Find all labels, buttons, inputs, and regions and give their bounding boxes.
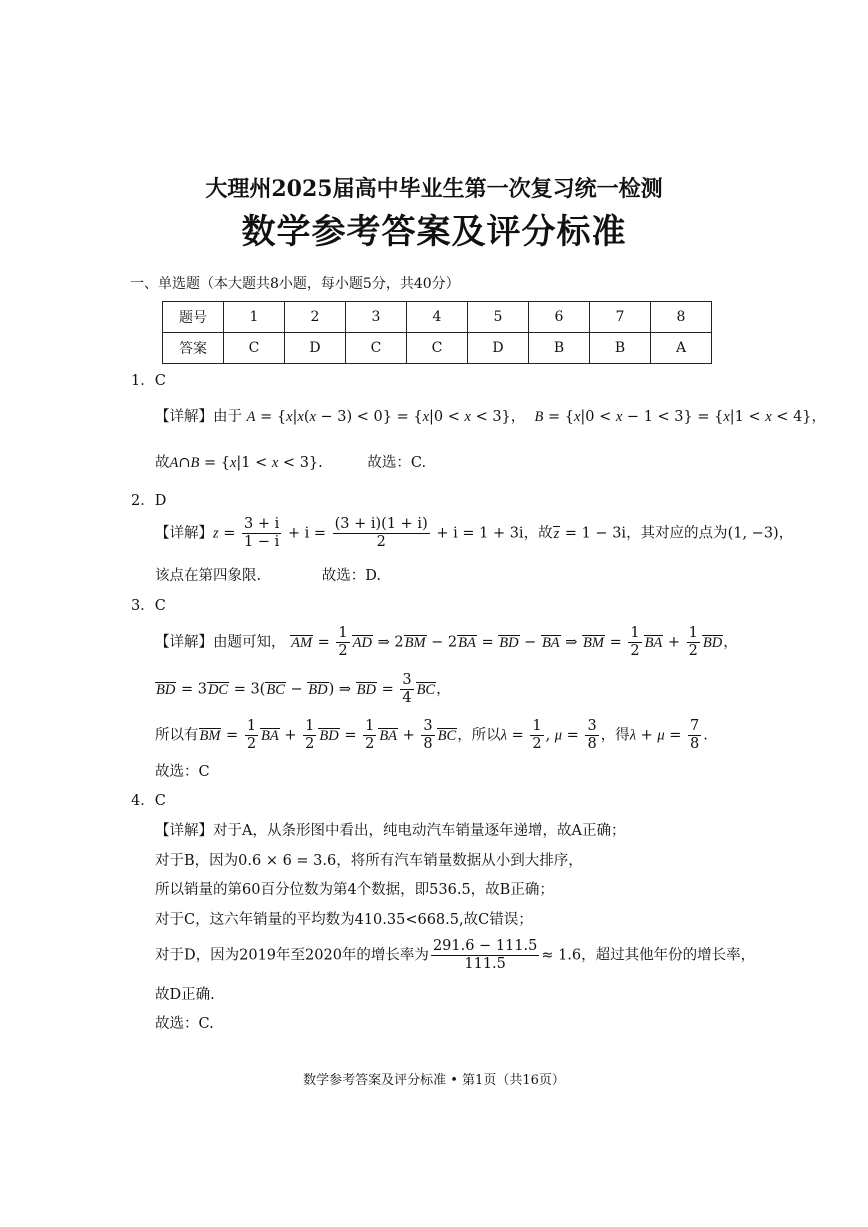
- text: 对于B，因为: [155, 853, 239, 869]
- table-cell: 7: [590, 302, 651, 333]
- table-cell: 4: [407, 302, 468, 333]
- table-cell: 3: [346, 302, 407, 333]
- text: ，将所有汽车销量数据从小到大排序，: [336, 853, 583, 869]
- detail-line: 【详解】z = $\frac{3 + i}{1 - i}$ + i = $\frac{(3 + i)(1 + i)}{2}$ + i = 1 + 3i，故z = 1 − 3i，其对应的点为(1, −3)，: [155, 516, 794, 550]
- exam-title: 大理州2025届高中毕业生第一次复习统一检测: [205, 176, 663, 202]
- table-cell: C: [407, 333, 468, 364]
- math-formula: A: [169, 455, 179, 471]
- detail-tag: 【详解】: [155, 525, 213, 542]
- detail-line: 对于C，这六年销量的平均数为410.35<668.5,故C错误；: [155, 912, 533, 928]
- text: ≈ 1.6，超过其他年份的增长率，: [541, 947, 756, 964]
- table-cell: D: [285, 333, 346, 364]
- table-row: [163, 302, 712, 333]
- text: 所以有: [155, 727, 199, 744]
- text: ，故: [523, 525, 553, 542]
- section-heading: 一、单选题（本大题共8小题，每小题5分，共40分）: [130, 276, 460, 292]
- text: ，: [510, 409, 526, 425]
- table-cell: D: [468, 333, 529, 364]
- detail-line: 所以有BM = $\frac{1}{2}$ BA + $\frac{1}{2}$ BD = $\frac{1}{2}$ BA + $\frac{3}{8}$ BC，所以λ = $\frac{1}{2}$ , μ = $\frac{3}{8}$ ，得λ + μ = $\frac{7}{8}$ .: [155, 718, 708, 752]
- table-cell: B: [529, 333, 590, 364]
- question-label: 2．D: [131, 493, 167, 509]
- detail-tag: 【详解】: [155, 823, 213, 839]
- row-label: 题号: [163, 302, 224, 333]
- answer-choice: 故选：D.: [321, 568, 381, 584]
- table-cell: 6: [529, 302, 590, 333]
- table-row: [163, 333, 712, 364]
- text: 由于: [213, 409, 242, 425]
- fraction: $\frac{3 + i}{1 - i}$: [244, 516, 280, 550]
- table-cell: A: [651, 333, 712, 364]
- table-cell: C: [224, 333, 285, 364]
- doc-title: 数学参考答案及评分标准: [241, 212, 627, 252]
- fraction: $\frac{(3 + i)(1 + i)}{2}$: [334, 516, 428, 550]
- text: 对于D，因为2019年至2020年的增长率为: [155, 947, 429, 964]
- fraction: $\frac{291.6 - 111.5}{111.5}$: [432, 938, 538, 972]
- text: ，所以: [457, 727, 501, 744]
- answer-choice: 故选：C.: [367, 455, 427, 471]
- detail-tag: 【详解】: [155, 409, 213, 425]
- answer-table: [162, 301, 712, 364]
- text: 故: [155, 455, 170, 471]
- detail-line: BD = 3DC = 3(BC − BD) ⇒ BD = $\frac{3}{4}$ BC，: [156, 672, 451, 706]
- table-cell: B: [590, 333, 651, 364]
- text: ，其对应的点为: [626, 525, 728, 542]
- detail-line: 故D正确.: [155, 987, 215, 1003]
- detail-line: 【详解】由题可知， AM = $\frac{1}{2}$ AD ⇒ 2BM − 2BA = BD − BA ⇒ BM = $\frac{1}{2}$ BA + $\frac{1}{2}$ BD，: [155, 625, 738, 659]
- math-formula: A: [246, 409, 256, 425]
- table-cell: C: [346, 333, 407, 364]
- question-label: 3．C: [131, 598, 166, 614]
- answer-choice: 故选：C.: [155, 1016, 214, 1032]
- text: ，得: [600, 727, 630, 744]
- text: 由题可知，: [213, 634, 286, 651]
- table-cell: 2: [285, 302, 346, 333]
- detail-line: [155, 938, 755, 973]
- table-cell: 1: [224, 302, 285, 333]
- table-cell: 5: [468, 302, 529, 333]
- question-label: 4．C: [131, 793, 166, 809]
- detail-line: [155, 566, 381, 586]
- page-footer: 数学参考答案及评分标准 • 第1页（共16页）: [303, 1073, 565, 1088]
- detail-line: 故A∩B = {x|1 < x < 3}. 故选：C.: [155, 455, 427, 471]
- text: 对于A，从条形图中看出，纯电动汽车销量逐年递增，故A正确；: [213, 823, 626, 839]
- detail-tag: 【详解】: [155, 634, 213, 651]
- detail-line: [155, 821, 625, 841]
- row-label: 答案: [163, 333, 224, 364]
- text: 该点在第四象限.: [155, 568, 262, 584]
- answer-choice: 故选：C: [155, 764, 210, 780]
- question-label: 1．C: [131, 373, 166, 389]
- detail-line: 【详解】由于 A = {x|x(x − 3) < 0} = {x|0 < x < 3}， B = {x|0 < x − 1 < 3} = {x|1 < x < 4}，: [155, 409, 827, 425]
- detail-line: 所以销量的第60百分位数为第4个数据，即536.5，故B正确；: [155, 882, 554, 898]
- detail-line: 对于B，因为0.6 × 6 = 3.6，将所有汽车销量数据从小到大排序，: [155, 853, 583, 869]
- table-cell: 8: [651, 302, 712, 333]
